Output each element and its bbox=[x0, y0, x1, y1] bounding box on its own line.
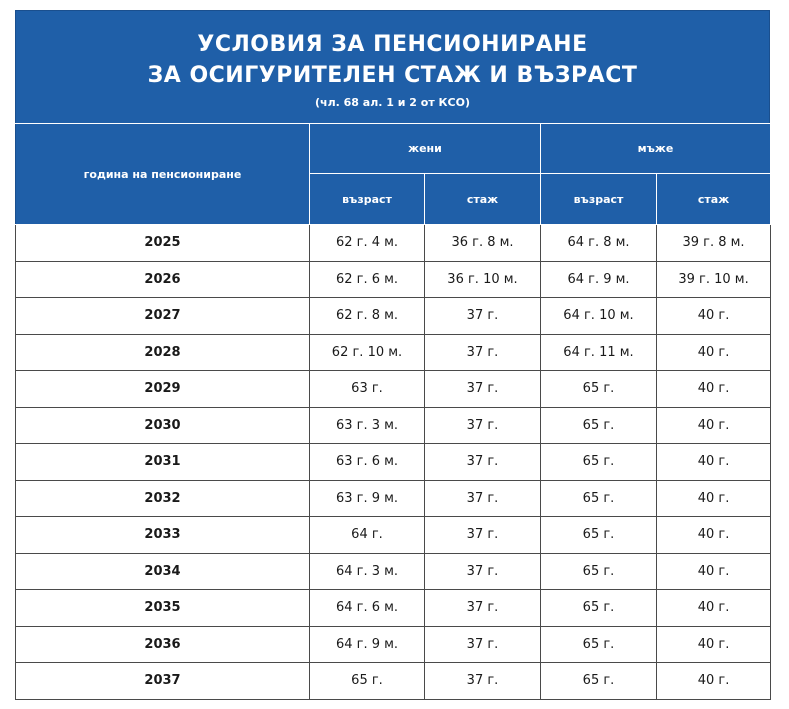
women-service-cell: 37 г. bbox=[425, 298, 541, 335]
women-age-cell: 63 г. 6 м. bbox=[310, 444, 425, 481]
women-age-cell: 64 г. 3 м. bbox=[310, 553, 425, 590]
year-cell: 2032 bbox=[16, 480, 310, 517]
men-age-header: възраст bbox=[541, 174, 657, 225]
title-line-2: ЗА ОСИГУРИТЕЛЕН СТАЖ И ВЪЗРАСТ bbox=[147, 63, 638, 88]
year-cell: 2031 bbox=[16, 444, 310, 481]
women-service-header: стаж bbox=[425, 174, 541, 225]
table-row bbox=[16, 407, 771, 444]
women-age-cell: 62 г. 6 м. bbox=[310, 261, 425, 298]
men-age-cell: 64 г. 10 м. bbox=[541, 298, 657, 335]
legal-reference: (чл. 68 ал. 1 и 2 от КСО) bbox=[315, 96, 470, 109]
women-age-cell: 64 г. bbox=[310, 517, 425, 554]
men-service-cell: 40 г. bbox=[657, 480, 771, 517]
retirement-conditions-sheet bbox=[15, 10, 770, 700]
men-service-cell: 40 г. bbox=[657, 407, 771, 444]
women-age-cell: 63 г. 9 м. bbox=[310, 480, 425, 517]
men-service-cell: 40 г. bbox=[657, 590, 771, 627]
men-age-cell: 64 г. 9 м. bbox=[541, 261, 657, 298]
table-row bbox=[16, 517, 771, 554]
title-banner bbox=[15, 10, 770, 123]
men-age-cell: 65 г. bbox=[541, 517, 657, 554]
year-cell: 2034 bbox=[16, 553, 310, 590]
women-service-cell: 37 г. bbox=[425, 480, 541, 517]
year-cell: 2026 bbox=[16, 261, 310, 298]
women-service-cell: 37 г. bbox=[425, 444, 541, 481]
women-age-header: възраст bbox=[310, 174, 425, 225]
women-service-cell: 36 г. 10 м. bbox=[425, 261, 541, 298]
men-service-cell: 39 г. 10 м. bbox=[657, 261, 771, 298]
men-age-cell: 65 г. bbox=[541, 590, 657, 627]
men-group-header: мъже bbox=[541, 124, 771, 174]
men-service-cell: 40 г. bbox=[657, 663, 771, 700]
men-service-cell: 40 г. bbox=[657, 626, 771, 663]
table-row bbox=[16, 626, 771, 663]
year-cell: 2035 bbox=[16, 590, 310, 627]
women-service-cell: 37 г. bbox=[425, 663, 541, 700]
year-cell: 2027 bbox=[16, 298, 310, 335]
women-age-cell: 63 г. 3 м. bbox=[310, 407, 425, 444]
women-age-cell: 64 г. 6 м. bbox=[310, 590, 425, 627]
women-service-cell: 37 г. bbox=[425, 371, 541, 408]
women-service-cell: 37 г. bbox=[425, 553, 541, 590]
men-service-cell: 40 г. bbox=[657, 517, 771, 554]
women-service-cell: 37 г. bbox=[425, 626, 541, 663]
women-service-cell: 37 г. bbox=[425, 334, 541, 371]
men-service-cell: 40 г. bbox=[657, 334, 771, 371]
men-age-cell: 65 г. bbox=[541, 407, 657, 444]
men-service-cell: 40 г. bbox=[657, 553, 771, 590]
men-age-cell: 65 г. bbox=[541, 444, 657, 481]
women-age-cell: 63 г. bbox=[310, 371, 425, 408]
men-service-cell: 39 г. 8 м. bbox=[657, 225, 771, 262]
table-row bbox=[16, 298, 771, 335]
table-row bbox=[16, 553, 771, 590]
title-line-1: УСЛОВИЯ ЗА ПЕНСИОНИРАНЕ bbox=[197, 32, 588, 57]
men-age-cell: 65 г. bbox=[541, 553, 657, 590]
table-row bbox=[16, 261, 771, 298]
women-age-cell: 65 г. bbox=[310, 663, 425, 700]
men-age-cell: 65 г. bbox=[541, 663, 657, 700]
table-body bbox=[16, 225, 771, 700]
table-row bbox=[16, 663, 771, 700]
women-group-header: жени bbox=[310, 124, 541, 174]
men-age-cell: 65 г. bbox=[541, 626, 657, 663]
table-row bbox=[16, 334, 771, 371]
women-age-cell: 62 г. 10 м. bbox=[310, 334, 425, 371]
men-service-cell: 40 г. bbox=[657, 371, 771, 408]
women-service-cell: 37 г. bbox=[425, 590, 541, 627]
year-cell: 2028 bbox=[16, 334, 310, 371]
women-service-cell: 37 г. bbox=[425, 407, 541, 444]
women-service-cell: 37 г. bbox=[425, 517, 541, 554]
men-age-cell: 64 г. 8 м. bbox=[541, 225, 657, 262]
year-cell: 2033 bbox=[16, 517, 310, 554]
men-age-cell: 65 г. bbox=[541, 480, 657, 517]
men-age-cell: 65 г. bbox=[541, 371, 657, 408]
table-row bbox=[16, 371, 771, 408]
table-row bbox=[16, 480, 771, 517]
year-column-header: година на пенсиониране bbox=[16, 124, 310, 225]
women-service-cell: 36 г. 8 м. bbox=[425, 225, 541, 262]
year-cell: 2037 bbox=[16, 663, 310, 700]
year-cell: 2036 bbox=[16, 626, 310, 663]
table-row bbox=[16, 444, 771, 481]
table-row bbox=[16, 225, 771, 262]
men-service-cell: 40 г. bbox=[657, 298, 771, 335]
men-service-cell: 40 г. bbox=[657, 444, 771, 481]
year-cell: 2025 bbox=[16, 225, 310, 262]
men-age-cell: 64 г. 11 м. bbox=[541, 334, 657, 371]
women-age-cell: 64 г. 9 м. bbox=[310, 626, 425, 663]
retirement-table bbox=[15, 123, 771, 700]
table-header bbox=[16, 124, 771, 225]
year-cell: 2029 bbox=[16, 371, 310, 408]
men-service-header: стаж bbox=[657, 174, 771, 225]
women-age-cell: 62 г. 4 м. bbox=[310, 225, 425, 262]
women-age-cell: 62 г. 8 м. bbox=[310, 298, 425, 335]
year-cell: 2030 bbox=[16, 407, 310, 444]
table-row bbox=[16, 590, 771, 627]
